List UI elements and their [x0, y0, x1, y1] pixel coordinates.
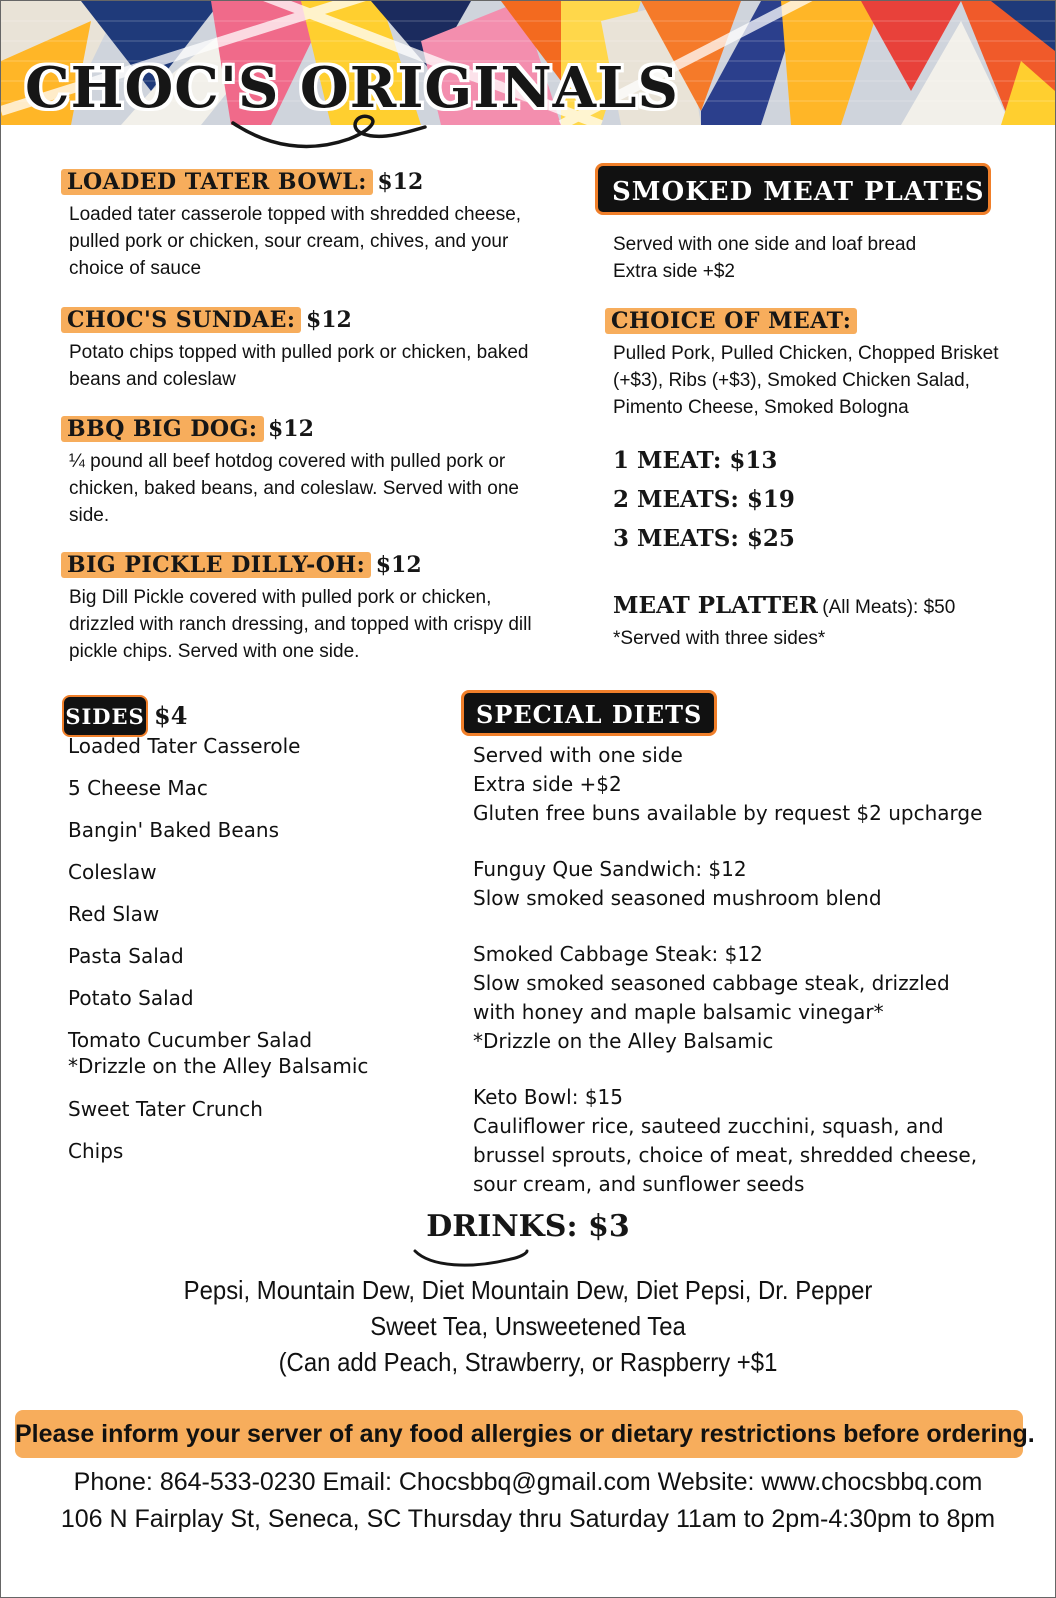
- item-description: Big Dill Pickle covered with pulled pork or chicken, drizzled with ranch dressing, and topped with crispy dill pickle chips. Served with one side.: [69, 587, 532, 662]
- drinks-line-2: Sweet Tea, Unsweetened Tea: [370, 1311, 686, 1341]
- drinks-line-3: (Can add Peach, Strawberry, or Raspberry +$1: [278, 1347, 778, 1377]
- menu-item-big-pickle-dilly-oh: [61, 549, 541, 665]
- menu-item-loaded-tater-bowl: [61, 166, 541, 282]
- list-item: Smoked Cabbage Steak: $12 Slow smoked seasoned cabbage steak, drizzled with honey and maple balsamic vinegar* *Drizzle on the Alley Balsamic: [473, 942, 950, 1053]
- list-item: Coleslaw: [68, 860, 157, 884]
- item-price: $12: [375, 552, 422, 578]
- price-2-meats: 2 MEATS: $19: [613, 486, 795, 513]
- list-item: Loaded Tater Casserole: [68, 734, 301, 758]
- list-item: Pasta Salad: [68, 944, 184, 968]
- contact-line-2: 106 N Fairplay St, Seneca, SC Thursday thru Saturday 11am to 2pm-4:30pm to 8pm: [60, 1505, 996, 1533]
- drinks-heading: DRINKS: $3: [426, 1209, 630, 1244]
- drinks-line-1: Pepsi, Mountain Dew, Diet Mountain Dew, Diet Pepsi, Dr. Pepper: [183, 1275, 873, 1305]
- item-description: Loaded tater casserole topped with shredded cheese, pulled pork or chicken, sour cream, chives, and your choice of sauce: [69, 204, 522, 279]
- meat-platter: [613, 586, 1033, 652]
- choice-of-meat-list: Pulled Pork, Pulled Chicken, Chopped Brisket (+$3), Ribs (+$3), Smoked Chicken Salad, Pimento Cheese, Smoked Bologna: [613, 343, 999, 418]
- menu-item-bbq-big-dog: [61, 413, 541, 529]
- list-item: Potato Salad: [68, 986, 194, 1010]
- choice-of-meat-heading: CHOICE OF MEAT:: [605, 308, 857, 334]
- sides-heading: SIDES: [62, 695, 148, 737]
- item-price: $12: [267, 416, 314, 442]
- item-name: BIG PICKLE DILLY-OH:: [61, 552, 371, 578]
- list-item: Funguy Que Sandwich: $12 Slow smoked seasoned mushroom blend: [473, 857, 882, 910]
- special-diets-list: [473, 741, 1033, 1199]
- meat-platter-note: *Served with three sides*: [613, 628, 826, 649]
- list-item: Keto Bowl: $15 Cauliflower rice, sauteed zucchini, squash, and brussel sprouts, choice of meat, shredded cheese, sour cream, and sunflower seeds: [473, 1085, 978, 1196]
- price-3-meats: 3 MEATS: $25: [613, 525, 795, 552]
- meat-platter-price: (All Meats): $50: [822, 597, 956, 618]
- sides-list: [68, 733, 448, 1180]
- item-name: CHOC'S SUNDAE:: [61, 307, 301, 333]
- item-description: Potato chips topped with pulled pork or chicken, baked beans and coleslaw: [69, 342, 529, 390]
- item-name: BBQ BIG DOG:: [61, 416, 264, 442]
- sides-price: $4: [154, 701, 188, 730]
- list-item: Bangin' Baked Beans: [68, 818, 280, 842]
- drinks-flourish-ornament: [411, 1247, 531, 1271]
- list-item: Tomato Cucumber Salad *Drizzle on the Alley Balsamic: [68, 1028, 369, 1078]
- choice-of-meat-section: [605, 305, 1025, 421]
- meat-platter-label: MEAT PLATTER: [613, 592, 818, 619]
- allergy-notice: Please inform your server of any food allergies or dietary restrictions before ordering.: [15, 1410, 1023, 1458]
- smoked-served-note: Served with one side and loaf bread Extra side +$2: [613, 234, 917, 282]
- contact-line-1: Phone: 864-533-0230 Email: Chocsbbq@gmail.com Website: www.chocsbbq.com: [73, 1468, 983, 1496]
- price-1-meat: 1 MEAT: $13: [613, 447, 778, 474]
- item-description: ¼ pound all beef hotdog covered with pulled pork or chicken, baked beans, and coleslaw. Served with one side.: [69, 451, 519, 526]
- meat-price-list: [613, 441, 1033, 558]
- item-name: LOADED TATER BOWL:: [61, 169, 373, 195]
- list-item: Sweet Tater Crunch: [68, 1097, 263, 1121]
- special-diets-intro: Served with one side Extra side +$2 Gluten free buns available by request $2 upcharge: [473, 743, 983, 825]
- list-item: Chips: [68, 1139, 124, 1163]
- item-price: $12: [377, 169, 424, 195]
- item-price: $12: [305, 307, 352, 333]
- list-item: Red Slaw: [68, 902, 160, 926]
- title-flourish-ornament: [229, 113, 429, 159]
- special-diets-heading: SPECIAL DIETS: [461, 690, 717, 736]
- list-item: 5 Cheese Mac: [68, 776, 208, 800]
- menu-item-chocs-sundae: [61, 304, 541, 393]
- smoked-meat-plates-heading: SMOKED MEAT PLATES: [595, 163, 991, 215]
- menu-title: CHOC'S ORIGINALS: [25, 55, 679, 121]
